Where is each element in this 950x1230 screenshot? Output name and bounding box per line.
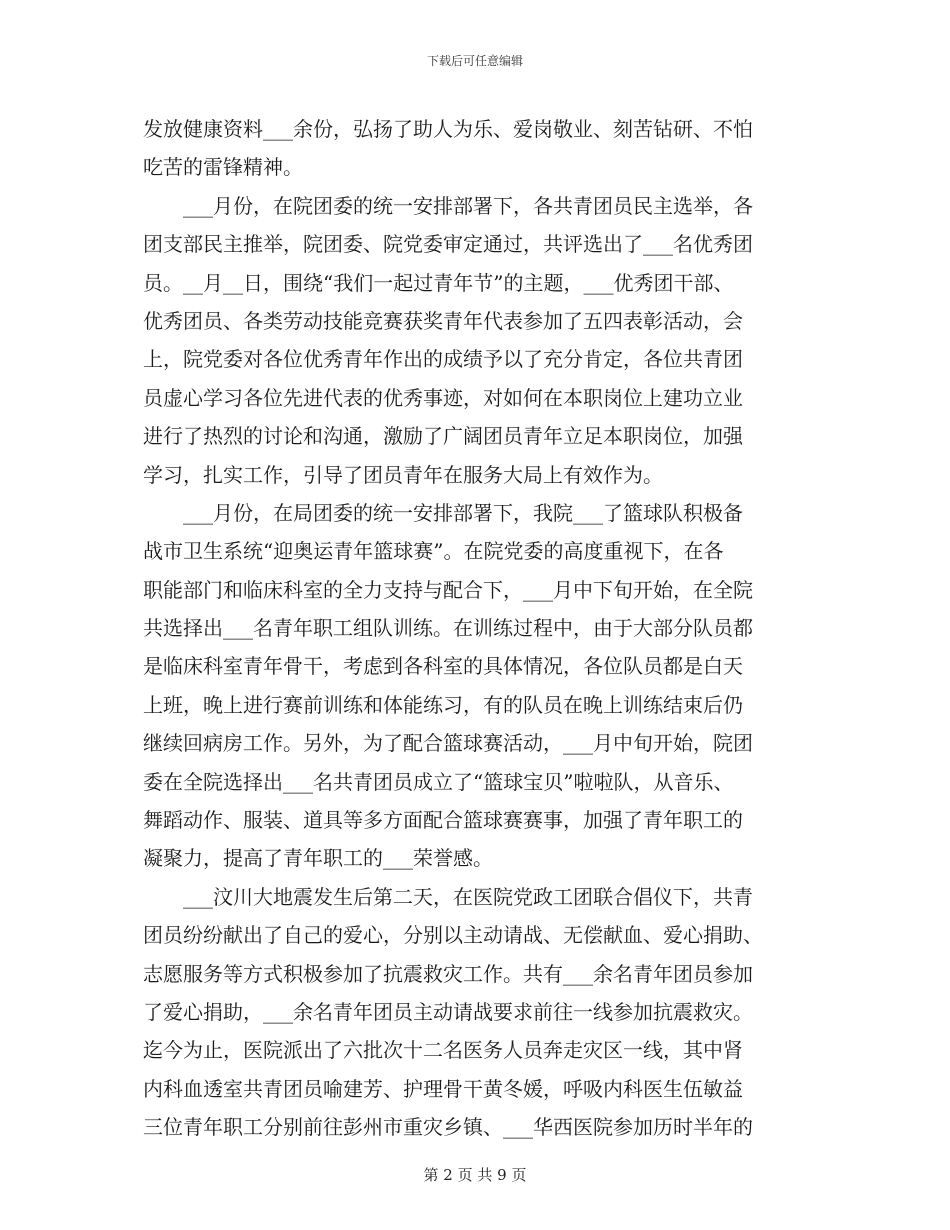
text-line: 团支部民主推举，院团委、院党委审定通过，共评选出了___名优秀团: [143, 232, 753, 257]
text-line: 是临床科室青年骨干，考虑到各科室的具体情况，各位队员都是白天: [143, 654, 743, 679]
text-line: 凝聚力，提高了青年职工的___荣誉感。: [143, 846, 493, 871]
text-line: 团员纷纷献出了自己的爱心，分别以主动请战、无偿献血、爱心捐助、: [143, 923, 763, 948]
text-line: 学习，扎实工作，引导了团员青年在服务大局上有效作为。: [143, 462, 663, 487]
text-line: 继续回病房工作。另外，为了配合篮球赛活动，___月中旬开始，院团: [143, 731, 753, 756]
text-line: 迄今为止，医院派出了六批次十二名医务人员奔走灾区一线，其中肾: [143, 1038, 743, 1063]
text-line: 员虚心学习各位先进代表的优秀事迹，对如何在本职岗位上建功立业: [143, 385, 743, 410]
text-line: 委在全院选择出___名共青团员成立了“篮球宝贝”啦啦队，从音乐、: [143, 769, 734, 794]
paragraph-first-line: ___月份，在院团委的统一安排部署下，各共青团员民主选举，各: [183, 193, 753, 218]
page-header: 下载后可任意编辑: [426, 54, 523, 68]
text-line: 上班，晚上进行赛前训练和体能练习，有的队员在晚上训练结束后仍: [143, 692, 743, 717]
text-line: 员。__月__日，围绕“我们一起过青年节”的主题，___优秀团干部、: [143, 270, 734, 295]
paragraph-first-line: ___月份，在局团委的统一安排部署下，我院___了篮球队积极备: [183, 500, 743, 525]
text-line: 吃苦的雷锋精神。: [143, 155, 303, 180]
text-line: 上，院党委对各位优秀青年作出的成绩予以了充分肯定，各位共青团: [143, 347, 743, 372]
text-line: 志愿服务等方式积极参加了抗震救灾工作。共有___余名青年团员参加: [143, 961, 753, 986]
text-line: 内科血透室共青团员喻建芳、护理骨干黄冬媛，呼吸内科医生伍敏益: [143, 1076, 743, 1101]
text-line: 优秀团员、各类劳动技能竞赛获奖青年代表参加了五四表彰活动，会: [143, 308, 743, 333]
text-line: 舞蹈动作、服装、道具等多方面配合篮球赛赛事，加强了青年职工的: [143, 808, 743, 833]
text-line: 战市卫生系统“迎奥运青年篮球赛”。在院党委的高度重视下，在各: [143, 539, 724, 564]
text-line: 了爱心捐助，___余名青年团员主动请战要求前往一线参加抗震救灾。: [143, 999, 753, 1024]
text-line: 三位青年职工分别前往彭州市重灾乡镇、___华西医院参加历时半年的: [143, 1115, 753, 1140]
text-line: 共选择出___名青年职工组队训练。在训练过程中，由于大部分队员都: [143, 616, 753, 641]
paragraph-first-line: ___汶川大地震发生后第二天，在医院党政工团联合倡仪下，共青: [183, 884, 753, 909]
text-line: 进行了热烈的讨论和沟通，激励了广阔团员青年立足本职岗位，加强: [143, 424, 743, 449]
page-number-footer: 第 2 页 共 9 页: [423, 1166, 527, 1184]
text-line: 发放健康资料___余份，弘扬了助人为乐、爱岗敬业、刻苦钻研、不怕: [143, 117, 753, 141]
document-body: [143, 110, 805, 1147]
text-line: 职能部门和临床科室的全力支持与配合下，___月中下旬开始，在全院: [143, 577, 753, 602]
